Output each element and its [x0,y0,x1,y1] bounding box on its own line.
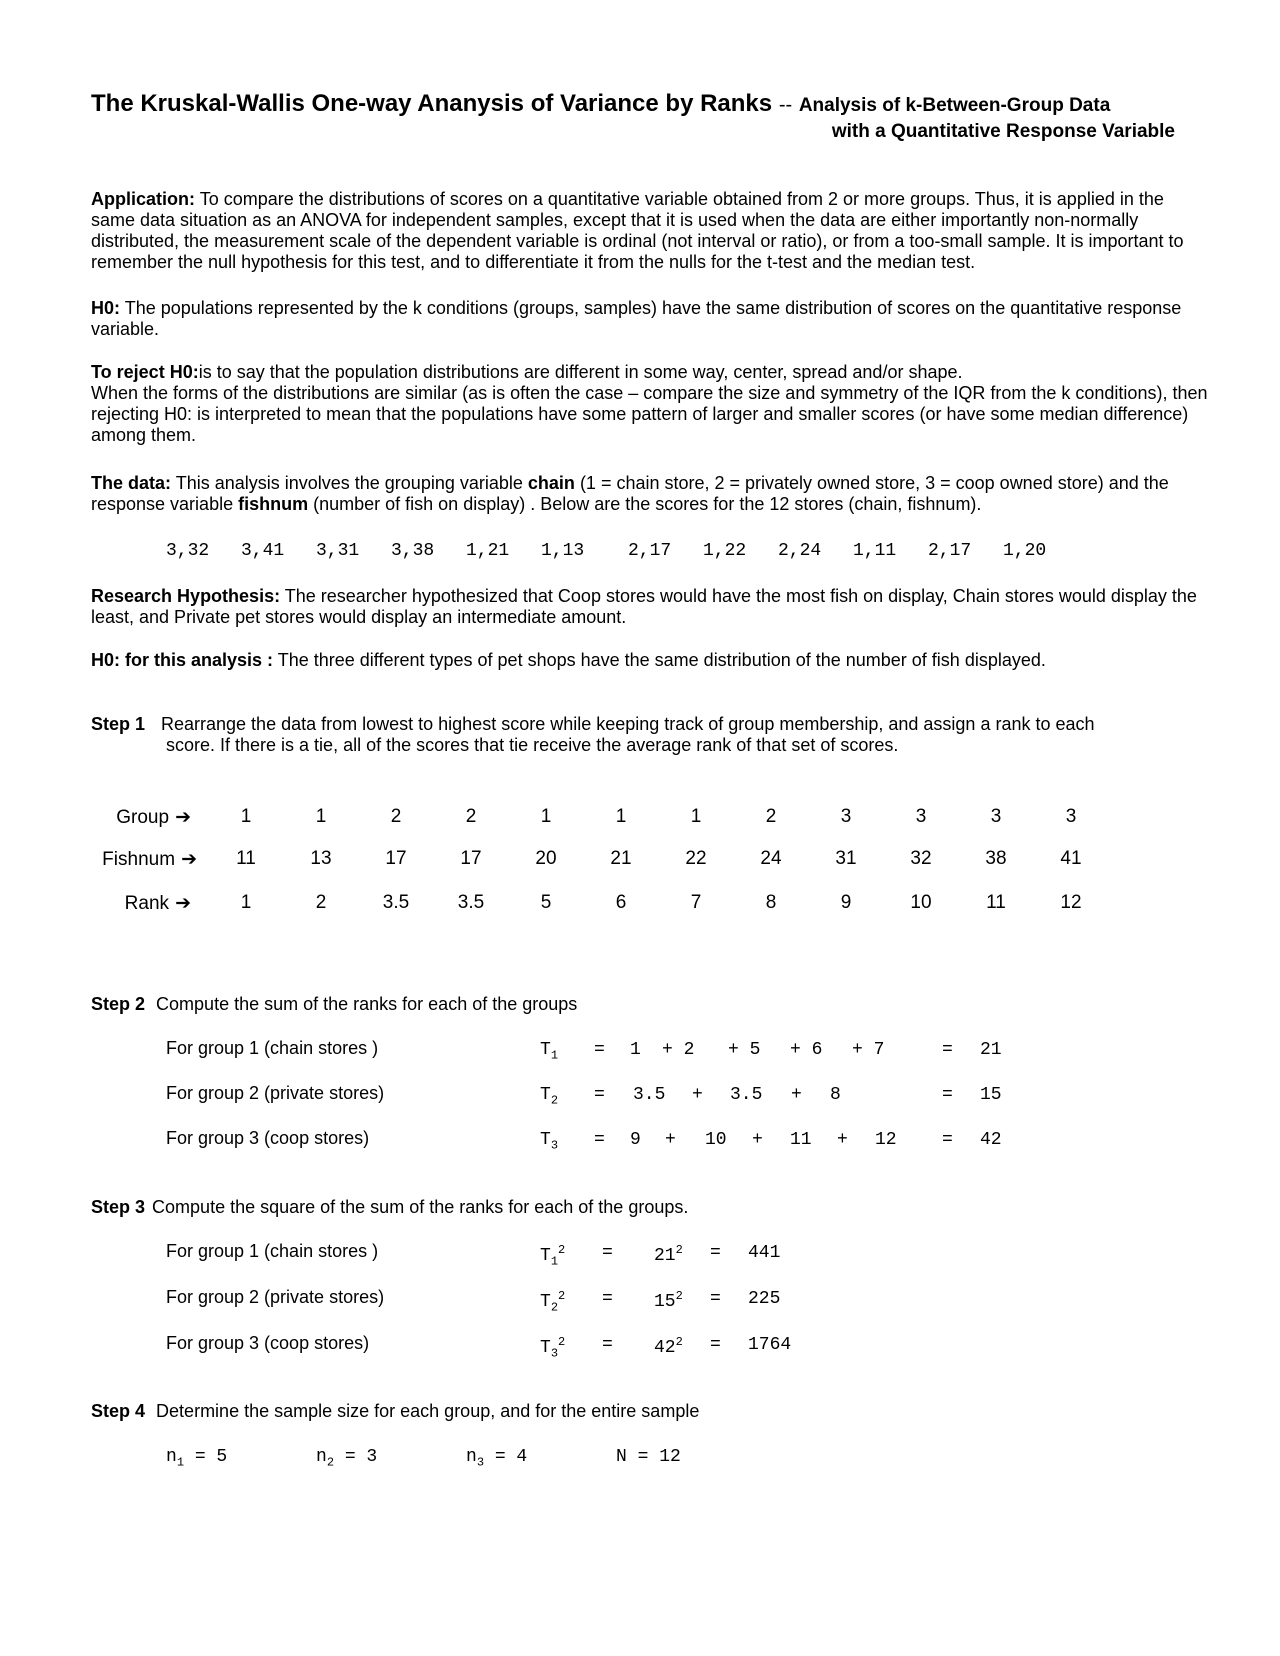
equals-sign: = [710,1335,721,1355]
sum-term: 11 [790,1130,812,1150]
research-text: The researcher hypothesized that Coop stores would have the most fish on display, Chain stores would display the least, and Private pet stores would display an intermediate amount. [91,586,1197,627]
title-sub2: with a Quantitative Response Variable [831,121,1175,142]
sum-term: 9 [630,1130,641,1150]
data-pair: 2,17 [628,541,672,561]
table-cell-rank: 7 [690,892,702,913]
size-subscript: 1 [176,1455,185,1470]
h0-label: H0: [91,298,121,318]
size-subscript: 2 [326,1455,335,1470]
squared-result: 225 [748,1289,781,1309]
equals-sign: = [710,1289,721,1309]
title-sub1: Analysis of k-Between-Group Data [798,95,1111,116]
symbol-subscript: 1 [550,1048,559,1063]
equals-sign: = [594,1040,605,1060]
table-cell-fishnum: 41 [1060,848,1082,869]
research-paragraph [91,586,1211,628]
table-cell-group: 2 [465,806,477,827]
data-pair: 1,20 [1003,541,1047,561]
reject-label: To reject H0: [91,362,199,382]
step3-heading [91,1197,688,1218]
size-symbol: N [616,1447,627,1467]
step3-text: Compute the square of the sum of the ranks for each of the groups. [152,1197,689,1217]
table-cell-fishnum: 17 [385,848,407,869]
symbol-letter: T [540,1085,551,1105]
research-label: Research Hypothesis: [91,586,281,606]
row-label-group [116,806,191,829]
title-dash: -- [778,94,793,116]
equals-sign: = [942,1130,953,1150]
sum-term: + [665,1130,676,1150]
symbol-superscript: 2 [558,1289,566,1303]
group-label: For group 2 (private stores) [166,1083,385,1103]
exponent: 2 [675,1243,683,1257]
table-cell-group: 2 [390,806,402,827]
group-label: For group 2 (private stores) [166,1287,385,1307]
data-text2: (1 = chain store, 2 = privately owned store, 3 = coop owned store) and the response variable [91,473,1169,514]
data-pair: 3,41 [241,541,285,561]
symbol-subscript: 1 [550,1254,559,1269]
squared-sum-symbol [540,1243,565,1269]
table-cell-fishnum: 24 [760,848,782,869]
table-cell-group: 3 [1065,806,1077,827]
data-pair: 1,21 [466,541,510,561]
table-cell-fishnum: 21 [610,848,632,869]
size-value: = 3 [334,1447,378,1467]
symbol-subscript: 2 [550,1300,559,1315]
size-symbol: n [166,1447,177,1467]
group-label: For group 3 (coop stores) [166,1333,370,1353]
symbol-letter: T [540,1246,551,1266]
sum-term: + [791,1085,802,1105]
table-cell-rank: 10 [910,892,932,913]
data-pair: 1,11 [853,541,897,561]
data-pair: 2,24 [778,541,822,561]
table-cell-rank: 11 [986,892,1006,913]
step4-heading [91,1401,699,1422]
sample-size [616,1447,681,1467]
equals-sign: = [942,1085,953,1105]
table-cell-rank: 9 [840,892,852,913]
table-cell-group: 3 [990,806,1002,827]
equals-sign: = [710,1243,721,1263]
sum-term: + [837,1130,848,1150]
table-cell-rank: 8 [765,892,777,913]
group-label: For group 3 (coop stores) [166,1128,370,1148]
table-cell-group: 2 [765,806,777,827]
squared-base [654,1335,683,1358]
application-label: Application: [91,189,195,209]
equals-sign: = [602,1335,613,1355]
rank-sum-result: 21 [980,1040,1002,1060]
equals-sign: = [602,1289,613,1309]
step4-text: Determine the sample size for each group, and for the entire sample [156,1401,700,1421]
data-pair: 3,38 [391,541,435,561]
sample-size [466,1447,527,1470]
step2-label: Step 2 [91,994,146,1014]
h0-analysis-label: H0: for this analysis : [91,650,274,670]
symbol-letter: T [540,1040,551,1060]
title-main: The Kruskal-Wallis One-way Ananysis of Variance by Ranks [91,90,773,117]
rank-sum-symbol [540,1085,558,1108]
application-paragraph [91,189,1211,273]
table-cell-group: 1 [540,806,552,827]
rank-sum-symbol [540,1040,558,1063]
equals-sign: = [594,1085,605,1105]
reject-text1: is to say that the population distributions are different in some way, center, spread and/or shape. [198,362,963,382]
step2-text: Compute the sum of the ranks for each of the groups [156,994,578,1014]
sum-term: 10 [705,1130,727,1150]
sum-term: + 5 [728,1040,761,1060]
equals-sign: = [602,1243,613,1263]
rank-sum-symbol [540,1130,558,1153]
size-value: = 5 [184,1447,228,1467]
rank-sum-result: 42 [980,1130,1002,1150]
row-label-text: Rank [124,893,170,914]
sum-term: + 7 [852,1040,885,1060]
table-cell-rank: 2 [315,892,327,913]
sum-term: + [752,1130,763,1150]
step1-label: Step 1 [91,714,146,734]
table-cell-group: 3 [840,806,852,827]
data-text3: (number of fish on display) . Below are the scores for the 12 stores (chain, fishnum). [313,494,982,514]
table-cell-fishnum: 31 [835,848,857,869]
data-pair: 3,32 [166,541,210,561]
squared-sum-symbol [540,1335,565,1361]
data-var-fishnum: fishnum [238,494,309,514]
table-cell-group: 3 [915,806,927,827]
application-text: To compare the distributions of scores on a quantitative variable obtained from 2 or more groups. Thus, it is applied in the same data situation as an ANOVA for independent samples, except that it is used when the data are either importantly non-normally distributed, the measurement scale of the dependent variable is ordinal (not interval or ratio), or from a too-small sample. It is important to remember the null hypothesis for this test, and to differentiate it from the nulls for the t-test and the median test. [91,189,1184,272]
squared-result: 441 [748,1243,781,1263]
size-subscript: 3 [476,1455,485,1470]
data-pair: 1,22 [703,541,747,561]
table-cell-fishnum: 13 [310,848,332,869]
data-label: The data: [91,473,172,493]
table-cell-fishnum: 20 [535,848,557,869]
table-cell-fishnum: 11 [236,848,256,869]
group-label: For group 1 (chain stores ) [166,1241,379,1261]
table-cell-group: 1 [690,806,702,827]
table-cell-rank: 3.5 [382,892,410,913]
row-label-text: Fishnum [102,849,176,870]
data-pair: 1,13 [541,541,585,561]
sum-term: + 2 [662,1040,695,1060]
data-pair: 3,31 [316,541,360,561]
symbol-superscript: 2 [558,1243,566,1257]
sum-term: + 6 [790,1040,823,1060]
document-title [91,90,1110,118]
exponent: 2 [675,1289,683,1303]
table-cell-group: 1 [315,806,327,827]
row-label-text: Group [116,807,170,828]
sum-term: 3.5 [730,1085,763,1105]
equals-sign: = [942,1040,953,1060]
h0-text: The populations represented by the k conditions (groups, samples) have the same distribution of scores on the quantitative response variable. [91,298,1182,339]
size-symbol: n [466,1447,477,1467]
size-symbol: n [316,1447,327,1467]
sample-size [316,1447,377,1470]
reject-paragraph [91,362,1211,446]
arrow-right-icon: ➔ [175,848,197,870]
symbol-subscript: 3 [550,1138,559,1153]
base-value: 42 [654,1338,676,1358]
table-cell-rank: 3.5 [457,892,485,913]
size-value: = 12 [626,1447,681,1467]
squared-base [654,1289,683,1312]
symbol-letter: T [540,1292,551,1312]
table-cell-fishnum: 38 [985,848,1007,869]
symbol-subscript: 2 [550,1093,559,1108]
step4-label: Step 4 [91,1401,146,1421]
size-value: = 4 [484,1447,528,1467]
base-value: 21 [654,1246,676,1266]
row-label-rank [125,892,191,915]
exponent: 2 [675,1335,683,1349]
sum-term: 12 [875,1130,897,1150]
sum-term: + [692,1085,703,1105]
squared-base [654,1243,683,1266]
h0-analysis-text: The three different types of pet shops have the same distribution of the number of fish displayed. [277,650,1046,670]
table-cell-group: 1 [240,806,252,827]
step1-heading [91,714,145,735]
table-cell-fishnum: 17 [460,848,482,869]
table-cell-fishnum: 32 [910,848,932,869]
sum-term: 8 [830,1085,841,1105]
symbol-superscript: 2 [558,1335,566,1349]
squared-result: 1764 [748,1335,792,1355]
equals-sign: = [594,1130,605,1150]
step1-text1: Rearrange the data from lowest to highest score while keeping track of group membership, and assign a rank to each [161,714,1095,734]
group-label: For group 1 (chain stores ) [166,1038,379,1058]
squared-sum-symbol [540,1289,565,1315]
table-cell-rank: 6 [615,892,627,913]
sample-size [166,1447,227,1470]
reject-text2: When the forms of the distributions are similar (as is often the case – compare the size and symmetry of the IQR from the k conditions), then rejecting H0: is interpreted to mean that the populations have some pattern of larger and smaller scores (or have some median difference) among them. [91,383,1208,445]
row-label-fishnum [102,848,197,871]
arrow-right-icon: ➔ [169,806,191,828]
data-var-chain: chain [527,473,575,493]
data-paragraph [91,473,1211,515]
base-value: 15 [654,1292,676,1312]
table-cell-rank: 5 [540,892,552,913]
symbol-letter: T [540,1338,551,1358]
step2-heading [91,994,577,1015]
table-cell-group: 1 [615,806,627,827]
data-pair: 2,17 [928,541,972,561]
arrow-right-icon: ➔ [169,892,191,914]
rank-sum-result: 15 [980,1085,1002,1105]
table-cell-rank: 1 [240,892,252,913]
step3-label: Step 3 [91,1197,146,1217]
data-text1: This analysis involves the grouping variable [175,473,523,493]
h0-paragraph [91,298,1211,340]
step1-text2: score. If there is a tie, all of the scores that tie receive the average rank of that set of scores. [166,735,899,755]
table-cell-rank: 12 [1060,892,1082,913]
sum-term: 3.5 [633,1085,666,1105]
table-cell-fishnum: 22 [685,848,707,869]
symbol-subscript: 3 [550,1346,559,1361]
sum-term: 1 [630,1040,641,1060]
h0-analysis-paragraph [91,650,1211,671]
symbol-letter: T [540,1130,551,1150]
